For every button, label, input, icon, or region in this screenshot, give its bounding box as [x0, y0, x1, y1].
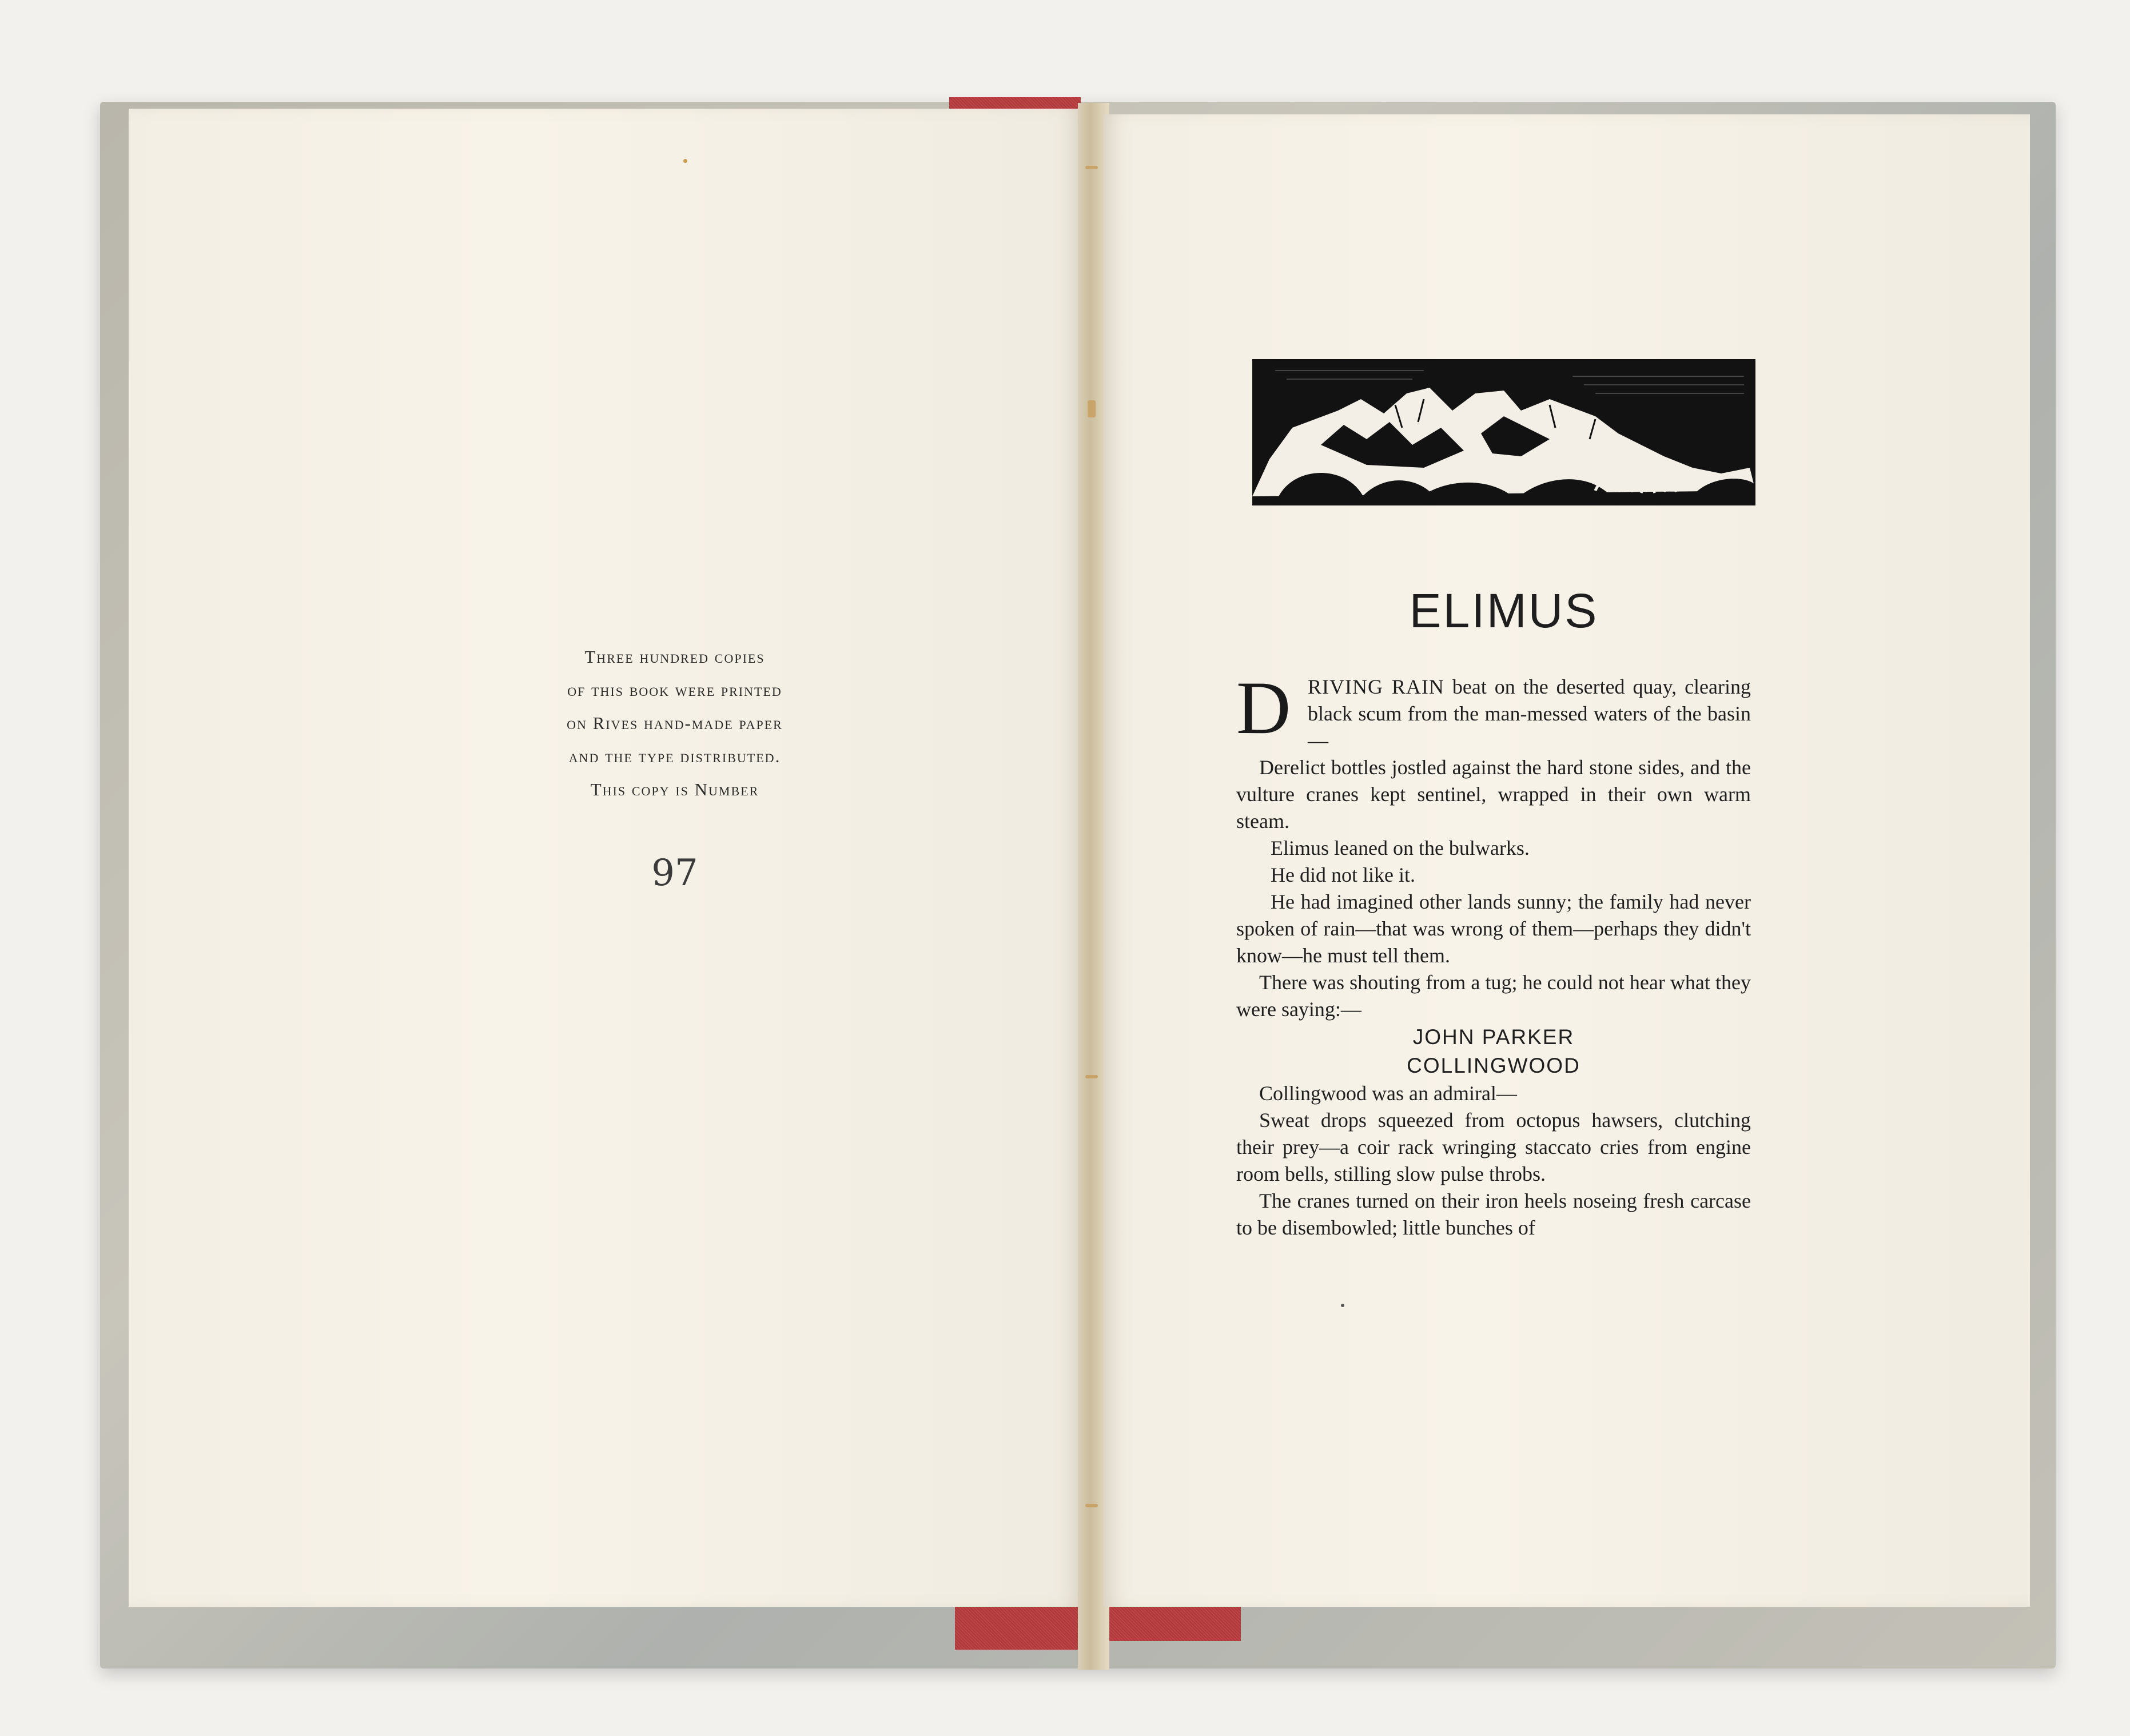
paper-speck	[683, 159, 687, 163]
binding-thread	[1085, 1075, 1098, 1078]
drop-cap: D	[1236, 666, 1291, 750]
woodcut-illustration	[1252, 359, 1755, 505]
copy-number: 97	[651, 852, 698, 894]
paragraph: Elimus leaned on the bulwarks.	[1271, 837, 1530, 859]
paragraph: He did not like it.	[1271, 863, 1415, 886]
ship-name-line: JOHN PARKER	[1412, 1025, 1575, 1049]
opening-paragraph	[1236, 666, 1751, 754]
paragraph: He had imagined other lands sunny; the family had never spoken of rain—that was wrong of them—perhaps they didn't know—he must tell them.	[1236, 890, 1751, 967]
binding-thread	[1085, 1504, 1098, 1507]
binding-thread	[1085, 166, 1098, 169]
colophon-line: and the type distributed.	[568, 746, 781, 766]
paragraph: Sweat drops squeezed from octopus hawsers, clutching their prey—a coir rack wringing staccato cries from engine room bells, stilling slow pulse throbs.	[1236, 1109, 1751, 1185]
paragraph: The cranes turned on their iron heels noseing fresh carcase to be disembowled; little bunches of	[1236, 1189, 1751, 1239]
ship-name-line: COLLINGWOOD	[1407, 1054, 1580, 1077]
chapter-body	[1236, 666, 1751, 1241]
colophon-line: on Rives hand-made paper	[567, 713, 783, 733]
paragraph: There was shouting from a tug; he could not hear what they were saying:—	[1236, 971, 1751, 1021]
colophon-line: This copy is Number	[590, 779, 759, 799]
spine-cloth-bottom-right	[1104, 1607, 1241, 1641]
paragraph: Collingwood was an admiral—	[1259, 1082, 1517, 1105]
binding-thread	[1088, 400, 1096, 417]
paper-speck	[1341, 1304, 1344, 1307]
colophon	[526, 640, 823, 806]
colophon-line: Three hundred copies	[584, 647, 765, 667]
colophon-line: of this book were printed	[567, 680, 782, 700]
left-page	[129, 109, 1082, 1607]
opening-caps: RIVING RAIN	[1308, 675, 1444, 698]
spine-cloth-bottom-left	[955, 1607, 1086, 1650]
paragraph: Derelict bottles jostled against the hard stone sides, and the vulture cranes kept sentinel, wrapped in their own warm steam.	[1236, 756, 1751, 833]
chapter-title: ELIMUS	[1409, 584, 1599, 638]
opening-text: beat on the deserted quay, clearing black scum from the man-messed waters of the basin—	[1308, 675, 1751, 752]
